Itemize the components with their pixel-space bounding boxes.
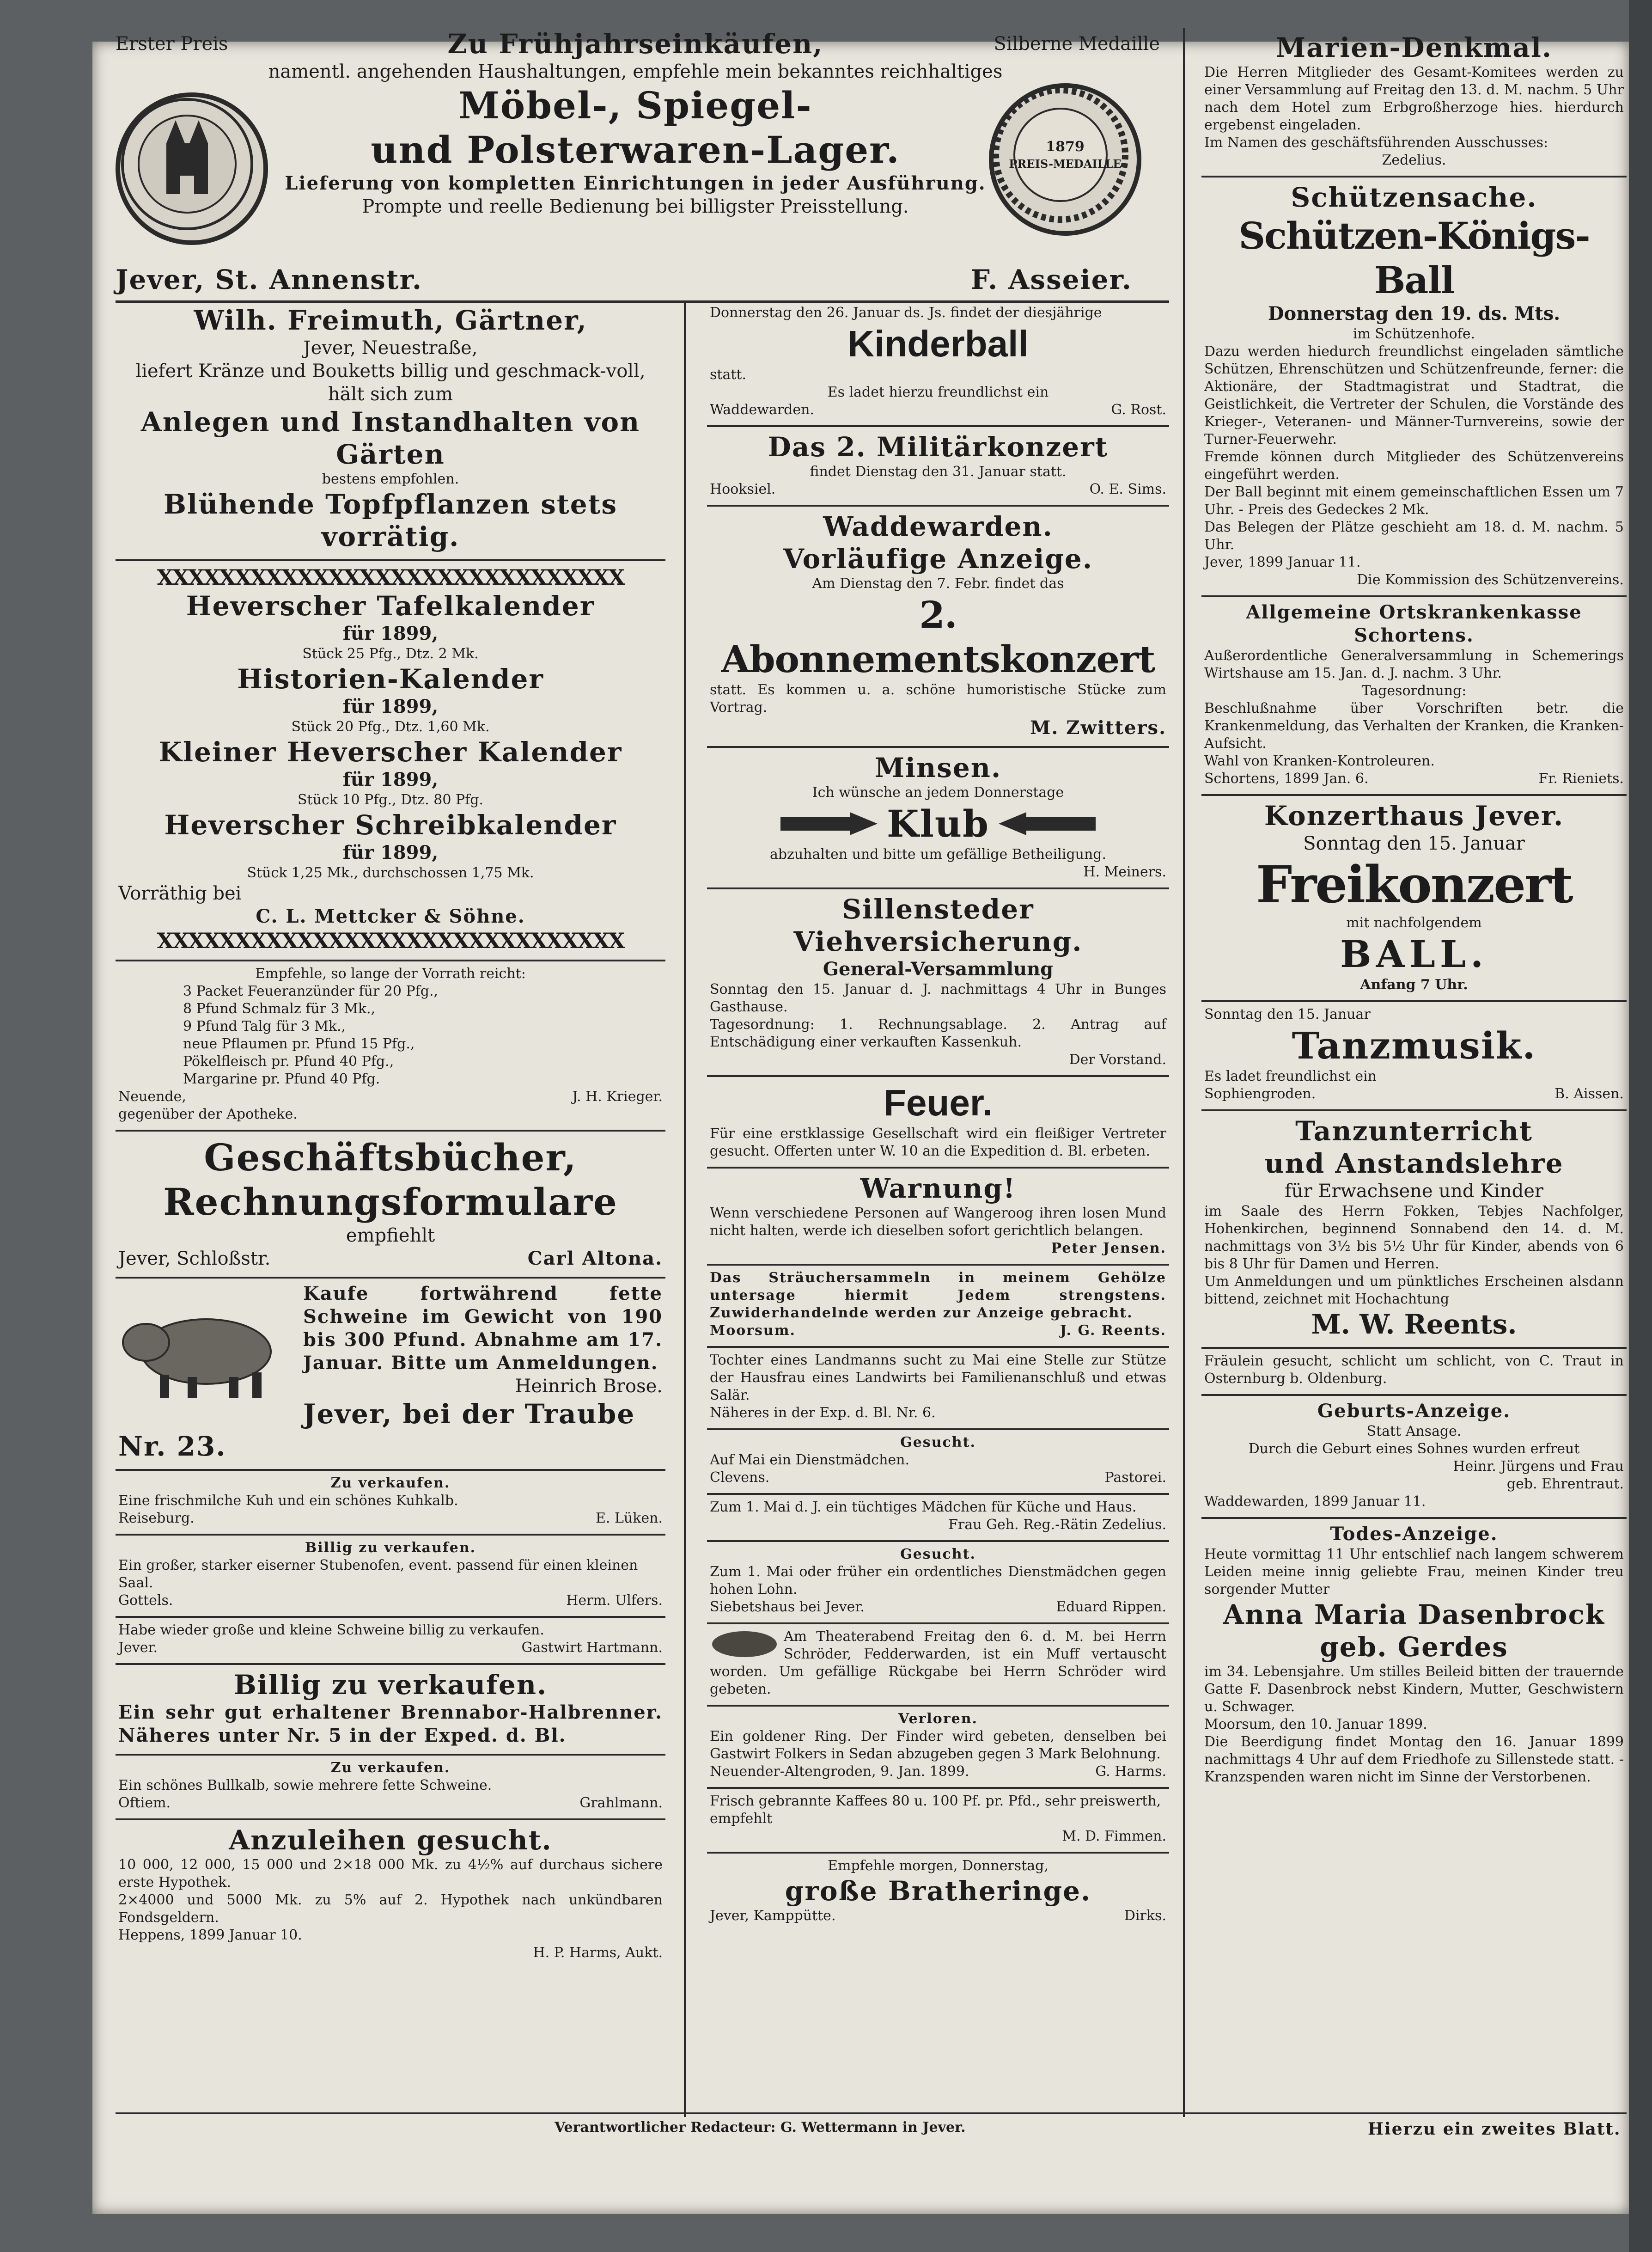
muff-text: Am Theaterabend Freitag den 6. d. M. bei Herrn Schröder, Fedderwarden, ist ein Muff vertauscht worden. Um gefällige Rückgabe bei Herrn Schröder wird gebeten. bbox=[710, 1628, 1166, 1697]
schuetzen-ad bbox=[1201, 177, 1627, 597]
tanzunterricht-sub: für Erwachsene und Kinder bbox=[1285, 1181, 1543, 1202]
medal-year: 1879 bbox=[1046, 139, 1085, 155]
krieger-item: 3 Packet Feueranzünder für 20 Pfg., bbox=[183, 983, 439, 999]
freimuth-line3: Blühende Topfpflanzen stets vorrätig. bbox=[163, 489, 618, 552]
waddewarden-text: statt. Es kommen u. a. schöne humoristische Stücke zum Vortrag. bbox=[710, 682, 1166, 716]
harms-text2: 2×4000 und 5000 Mk. zu 5% auf 2. Hypothek nach unkündbaren Fondsgeldern. bbox=[118, 1892, 663, 1926]
gesucht1-text: Auf Mai ein Dienstmädchen. bbox=[710, 1452, 910, 1468]
kalender-4-price: Stück 1,25 Mk., durchschossen 1,75 Mk. bbox=[247, 865, 534, 881]
header-subtitle: namentl. angehenden Haushaltungen, empfehle mein bekanntes reichhaltiges bbox=[268, 61, 1003, 82]
grahlmann-ad bbox=[116, 1756, 665, 1820]
krankenkasse-subtitle: Außerordentliche Generalversammlung in Schemerings Wirtshause am 15. Jan. d. J. nachm. 3 Uhr. bbox=[1204, 648, 1624, 681]
kalender-seller: C. L. Mettcker & Söhne. bbox=[256, 906, 525, 927]
header-line2: und Polsterwaren-Lager. bbox=[371, 128, 900, 171]
verloren-name: G. Harms. bbox=[1095, 1763, 1166, 1780]
krankenkasse-place: Schortens, 1899 Jan. 6. bbox=[1204, 771, 1369, 787]
schuetzen-date: Donnerstag den 19. ds. Mts. bbox=[1268, 303, 1561, 324]
editor-line: Verantwortlicher Redacteur: G. Wettermann in Jever. bbox=[555, 2119, 966, 2136]
kinderball-text: statt. bbox=[710, 367, 746, 383]
scanner-edge bbox=[1629, 0, 1652, 2252]
kinderball-invite: Es ladet hierzu freundlichst ein bbox=[827, 384, 1049, 400]
freimuth-text: liefert Kränze und Bouketts billig und geschmack-voll, hält sich zum bbox=[135, 361, 646, 405]
grahlmann-name: Grahlmann. bbox=[579, 1795, 663, 1811]
harms-name: H. P. Harms, Aukt. bbox=[533, 1945, 663, 1961]
grahlmann-place: Oftiem. bbox=[118, 1795, 171, 1811]
warnung-title: Warnung! bbox=[860, 1173, 1016, 1204]
verloren-place: Neuender-Altengroden, 9. Jan. 1899. bbox=[710, 1763, 969, 1780]
konzerthaus-ball: BALL. bbox=[1340, 932, 1488, 976]
luken-name: E. Lüken. bbox=[595, 1510, 663, 1526]
medal-right-image bbox=[989, 83, 1141, 236]
tochter-text: Tochter eines Landmanns sucht zu Mai eine Stelle zur Stütze der Hausfrau eines Landwirts bei Familienanschluß und etwas Salär. bbox=[710, 1352, 1166, 1403]
luken-ad bbox=[116, 1471, 665, 1536]
brose-ad bbox=[116, 1279, 665, 1471]
header-title: Zu Frühjahrseinkäufen, bbox=[447, 28, 823, 60]
militaer-name: O. E. Sims. bbox=[1089, 481, 1166, 497]
tod-ad bbox=[1201, 1519, 1627, 1793]
warnung-text: Wenn verschiedene Personen auf Wangeroog ihren losen Mund nicht halten, werde ich dieselben sofort gerichtlich belangen. bbox=[710, 1205, 1166, 1239]
kinderball-place: Waddewarden. bbox=[710, 402, 814, 418]
brose-text: Kaufe fortwährend fette Schweine im Gewicht von 190 bis 300 Pfund. Abnahme am 17. Januar. Bitte um Anmeldungen. bbox=[303, 1283, 663, 1374]
freimuth-ad bbox=[116, 300, 665, 561]
konzerthaus-date: Sonntag den 15. Januar bbox=[1303, 833, 1525, 854]
krieger-place2: gegenüber der Apotheke. bbox=[118, 1106, 298, 1122]
kalender-2-title: Historien-Kalender bbox=[237, 663, 544, 695]
altona-line3: empfiehlt bbox=[346, 1225, 435, 1246]
waddewarden-big: 2. Abonnementskonzert bbox=[721, 593, 1155, 681]
tanzunterricht-text2: Um Anmeldungen und um pünktliches Erscheinen alsdann bittend, zeichnet mit Hochachtung bbox=[1204, 1273, 1624, 1307]
bratheringe-title: große Bratheringe. bbox=[785, 1875, 1091, 1907]
vieh-agenda: Tagesordnung: 1. Rechnungsablage. 2. Antrag auf Entschädigung einer verkauften Kassenkuh. bbox=[710, 1016, 1166, 1050]
kalender-3-price: Stück 10 Pfg., Dtz. 80 Pfg. bbox=[298, 792, 483, 808]
fraeulein-text: Fräulein gesucht, schlicht um schlicht, von C. Traut in Osternburg b. Oldenburg. bbox=[1204, 1353, 1624, 1387]
gesucht3-ad bbox=[707, 1542, 1169, 1624]
reents-name: J. G. Reents. bbox=[1060, 1322, 1166, 1339]
kinderball-name: G. Rost. bbox=[1111, 402, 1166, 418]
krankenkasse-ad bbox=[1201, 597, 1627, 796]
bratheringe-name: Dirks. bbox=[1124, 1908, 1166, 1924]
feuer-ad bbox=[707, 1077, 1169, 1169]
freimuth-line1: Anlegen und Instandhalten von Gärten bbox=[140, 406, 640, 470]
kinderball-title: Kinderball bbox=[847, 323, 1029, 364]
schuetzen-text3: Der Ball beginnt mit einem gemeinschaftlichen Essen um 7 Uhr. - Preis des Gedeckes 2 Mk. bbox=[1204, 484, 1624, 518]
militaer-title: Das 2. Militärkonzert bbox=[768, 431, 1109, 463]
second-sheet-note: Hierzu ein zweites Blatt. bbox=[1368, 2119, 1621, 2139]
altona-place: Jever, Schloßstr. bbox=[118, 1248, 271, 1269]
krieger-item: Pökelfleisch pr. Pfund 40 Pfg., bbox=[183, 1053, 394, 1070]
altona-line1: Geschäftsbücher, bbox=[204, 1136, 577, 1179]
x-rule: XXXXXXXXXXXXXXXXXXXXXXXXXXXXXX bbox=[157, 565, 624, 590]
tanzunterricht-title: Tanzunterricht bbox=[1295, 1115, 1533, 1147]
gesucht3-text: Zum 1. Mai oder früher ein ordentliches Dienstmädchen gegen hohen Lohn. bbox=[710, 1564, 1166, 1597]
kalender-3-title: Kleiner Heverscher Kalender bbox=[158, 736, 622, 768]
fraeulein-ad bbox=[1201, 1349, 1627, 1396]
geburt-names: Heinr. Jürgens und Frau bbox=[1453, 1458, 1624, 1475]
marien-text2: Im Namen des geschäftsführenden Ausschusses: bbox=[1204, 135, 1548, 151]
verloren-text: Ein goldener Ring. Der Finder wird gebeten, denselben bei Gastwirt Folkers in Sedan abzugeben gegen 3 Mark Belohnung. bbox=[710, 1728, 1166, 1762]
medal-left-image bbox=[116, 92, 268, 245]
fimmen-ad bbox=[707, 1789, 1169, 1854]
tod-title: Todes-Anzeige. bbox=[1330, 1523, 1498, 1545]
fimmen-text: Frisch gebrannte Kaffees 80 u. 100 Pf. pr. Pfd., sehr preiswerth, empfehlt bbox=[710, 1793, 1161, 1827]
marien-ad bbox=[1201, 28, 1627, 177]
grahlmann-text: Ein schönes Bullkalb, sowie mehrere fette Schweine. bbox=[118, 1777, 492, 1793]
krankenkasse-agenda-title: Tagesordnung: bbox=[1361, 683, 1467, 699]
tod-text3: Die Beerdigung findet Montag den 16. Januar 1899 nachmittags 4 Uhr auf dem Friedhofe zu Sillenstede statt. - Kranzspenden waren nicht im Sinne der Verstorbenen. bbox=[1204, 1734, 1624, 1785]
ulfers-title: Billig zu verkaufen. bbox=[305, 1540, 476, 1556]
krieger-ad bbox=[116, 961, 665, 1132]
gesucht1-title: Gesucht. bbox=[900, 1434, 976, 1450]
feuer-title: Feuer. bbox=[884, 1082, 993, 1123]
gesucht3-title: Gesucht. bbox=[900, 1546, 976, 1562]
hartmann-place: Jever. bbox=[118, 1640, 158, 1656]
schuetzen-title: Schützensache. bbox=[1291, 182, 1537, 213]
reents-ad bbox=[707, 1266, 1169, 1348]
krieger-name: J. H. Krieger. bbox=[572, 1089, 663, 1105]
kalender-3-year: für 1899, bbox=[342, 769, 439, 790]
hartmann-name: Gastwirt Hartmann. bbox=[521, 1640, 663, 1656]
tanzmusik-name: B. Aissen. bbox=[1554, 1086, 1624, 1102]
brennabor-text: Ein sehr gut erhaltener Brennabor-Halbrenner. Näheres unter Nr. 5 in der Exped. d. Bl. bbox=[118, 1701, 663, 1746]
militaer-place: Hooksiel. bbox=[710, 481, 776, 497]
tod-text: Heute vormittag 11 Uhr entschlief nach langem schwerem Leiden meine innig geliebte Frau, meinen Kinder treu sorgender Mutter bbox=[1204, 1546, 1624, 1597]
feuer-text: Für eine erstklassige Gesellschaft wird ein fleißiger Vertreter gesucht. Offerten unter W. 10 an die Expedition d. Bl. erbeten. bbox=[710, 1126, 1166, 1159]
kalender-footer: Vorräthig bei bbox=[118, 883, 242, 904]
tod-text2: im 34. Lebensjahre. Um stilles Beileid bitten der trauernde Gatte F. Dasenbrock nebst Kindern, Mutter, Geschwistern u. Schwager. bbox=[1204, 1664, 1624, 1715]
krieger-list bbox=[118, 983, 663, 1088]
kalender-2-price: Stück 20 Pfg., Dtz. 1,60 Mk. bbox=[291, 719, 490, 735]
kinderball-intro: Donnerstag den 26. Januar ds. Js. findet der diesjährige bbox=[710, 305, 1102, 321]
krieger-item: 8 Pfund Schmalz für 3 Mk., bbox=[183, 1001, 376, 1017]
tod-place: Moorsum, den 10. Januar 1899. bbox=[1204, 1716, 1427, 1732]
krankenkasse-title: Allgemeine Ortskrankenkasse Schortens. bbox=[1246, 601, 1582, 646]
verloren-title: Verloren. bbox=[898, 1711, 978, 1727]
bottom-rule bbox=[116, 2112, 1627, 2114]
konzerthaus-big: Freikonzert bbox=[1256, 855, 1572, 914]
pig-illustration bbox=[118, 1287, 294, 1402]
vieh-text: Sonntag den 15. Januar d. J. nachmittags 4 Uhr in Bunges Gasthause. bbox=[710, 981, 1166, 1015]
header-place: Jever, St. Annenstr. bbox=[116, 264, 423, 295]
tanzmusik-place: Sophiengroden. bbox=[1204, 1086, 1316, 1102]
vieh-name: Der Vorstand. bbox=[1069, 1052, 1166, 1068]
kalender-4-title: Heverscher Schreibkalender bbox=[164, 809, 617, 841]
bratheringe-place: Jever, Kamppütte. bbox=[710, 1908, 836, 1924]
minsen-ad bbox=[707, 748, 1169, 889]
freimuth-title: Wilh. Freimuth, Gärtner, bbox=[194, 305, 587, 336]
pointing-hand-right-icon bbox=[780, 808, 878, 840]
geburt-text: Durch die Geburt eines Sohnes wurden erfreut bbox=[1248, 1441, 1580, 1457]
warnung-ad bbox=[707, 1169, 1169, 1266]
minsen-club: Klub bbox=[886, 802, 990, 845]
first-prize-caption: Erster Preis bbox=[116, 33, 228, 55]
freimuth-line2: bestens empfohlen. bbox=[322, 471, 459, 487]
krankenkasse-agenda2: Wahl von Kranken-Kontroleuren. bbox=[1204, 753, 1435, 769]
kalender-4-year: für 1899, bbox=[342, 842, 439, 863]
gesucht3-name: Eduard Rippen. bbox=[1056, 1599, 1166, 1615]
militaer-text: findet Dienstag den 31. Januar statt. bbox=[810, 464, 1067, 480]
vieh-ad bbox=[707, 889, 1169, 1077]
x-rule-2: XXXXXXXXXXXXXXXXXXXXXXXXXXXXXX bbox=[157, 928, 624, 953]
tanzmusik-title: Tanzmusik. bbox=[1292, 1024, 1536, 1067]
harms-place: Heppens, 1899 Januar 10. bbox=[118, 1927, 302, 1943]
altona-ad bbox=[116, 1132, 665, 1279]
header-line4: Prompte und reelle Bedienung bei billigster Preisstellung. bbox=[362, 196, 909, 217]
marien-name: Zedelius. bbox=[1382, 152, 1446, 168]
kalender-1-price: Stück 25 Pfg., Dtz. 2 Mk. bbox=[302, 646, 479, 662]
brose-name: Heinrich Brose. bbox=[515, 1376, 663, 1397]
kalender-2-year: für 1899, bbox=[342, 696, 439, 717]
gesucht1-ad bbox=[707, 1430, 1169, 1495]
reents-text: Das Sträuchersammeln in meinem Gehölze untersage hiermit Jedem strengstens. Zuwiderhandelnde werden zur Anzeige gebracht. bbox=[710, 1270, 1166, 1321]
gesucht1-name: Pastorei. bbox=[1104, 1469, 1166, 1486]
fimmen-name: M. D. Fimmen. bbox=[1062, 1828, 1166, 1844]
geburt-sub: Statt Ansage. bbox=[1366, 1423, 1462, 1439]
tod-name: Anna Maria Dasenbrock bbox=[1223, 1599, 1605, 1630]
header-line3: Lieferung von kompletten Einrichtungen in jeder Ausführung. bbox=[285, 172, 986, 194]
militaer-ad bbox=[707, 427, 1169, 507]
schuetzen-text: Dazu werden hiedurch freundlichst eingeladen sämtliche Schützen, Ehrenschützen und Schützenfreunde, ferner: die Aktionäre, der Stadtmagistrat und Stadtrat, die Geistlichkeit, die Vertreter der Schulen, die Vorstände des Krieger-, Veteranen- und Männer-Turnvereins, sowie der Turner-Feuerwehr. bbox=[1204, 343, 1624, 447]
waddewarden-ad bbox=[707, 507, 1169, 748]
muff-illustration bbox=[710, 1628, 779, 1660]
medal-text: PREIS-MEDAILLE bbox=[1009, 157, 1122, 171]
harms-text: 10 000, 12 000, 15 000 und 2×18 000 Mk. zu 4½% auf durchaus sichere erste Hypothek. bbox=[118, 1857, 663, 1891]
schuetzen-text2: Fremde können durch Mitglieder des Schützenvereins eingeführt werden. bbox=[1204, 449, 1624, 483]
geburt-place: Waddewarden, 1899 Januar 11. bbox=[1204, 1493, 1426, 1510]
header-name: F. Asseier. bbox=[970, 264, 1132, 295]
marien-title: Marien-Denkmal. bbox=[1275, 32, 1553, 63]
grahlmann-title: Zu verkaufen. bbox=[330, 1760, 451, 1776]
konzerthaus-ad bbox=[1201, 796, 1627, 1002]
ulfers-place: Gottels. bbox=[118, 1592, 173, 1609]
altona-name: Carl Altona. bbox=[527, 1248, 663, 1269]
brose-place: Jever, bei der Traube Nr. 23. bbox=[118, 1398, 635, 1462]
schuetzen-date2: Jever, 1899 Januar 11. bbox=[1204, 554, 1361, 570]
column-rule-1 bbox=[684, 300, 686, 2117]
harms-title: Anzuleihen gesucht. bbox=[229, 1824, 552, 1856]
hartmann-ad bbox=[116, 1618, 665, 1665]
tanzmusik-invite: Es ladet freundlichst ein bbox=[1204, 1068, 1377, 1084]
pointing-hand-left-icon bbox=[999, 808, 1096, 840]
krankenkasse-name: Fr. Rieniets. bbox=[1538, 771, 1624, 787]
gesucht2-name: Frau Geh. Reg.-Rätin Zedelius. bbox=[948, 1517, 1166, 1533]
kalender-1-year: für 1899, bbox=[342, 623, 439, 644]
warnung-name: Peter Jensen. bbox=[1051, 1240, 1166, 1256]
tanzunterricht-name: M. W. Reents. bbox=[1311, 1309, 1517, 1340]
column-rule-2 bbox=[1183, 28, 1185, 2117]
geburt-title: Geburts-Anzeige. bbox=[1317, 1400, 1511, 1422]
krankenkasse-agenda: Beschlußnahme über Vorschriften betr. die Krankenmeldung, das Verhalten der Kranken, die Kranken-Aufsicht. bbox=[1204, 700, 1624, 752]
brennabor-title: Billig zu verkaufen. bbox=[233, 1669, 548, 1701]
column-1 bbox=[116, 300, 665, 1968]
konzerthaus-time: Anfang 7 Uhr. bbox=[1360, 977, 1468, 993]
geburt-names2: geb. Ehrentraut. bbox=[1506, 1476, 1624, 1492]
gesucht1-place: Clevens. bbox=[710, 1469, 770, 1486]
hartmann-text: Habe wieder große und kleine Schweine billig zu verkaufen. bbox=[118, 1622, 544, 1638]
tod-name2: geb. Gerdes bbox=[1320, 1631, 1508, 1663]
minsen-title: Minsen. bbox=[874, 752, 1002, 783]
luken-text: Eine frischmilche Kuh und ein schönes Kuhkalb. bbox=[118, 1493, 458, 1509]
minsen-text: abzuhalten und bitte um gefällige Betheiligung. bbox=[769, 846, 1107, 863]
ulfers-ad bbox=[116, 1536, 665, 1618]
tanzunterricht-title2: und Anstandslehre bbox=[1264, 1148, 1564, 1179]
bratheringe-ad bbox=[707, 1854, 1169, 1931]
header-line1: Möbel-, Spiegel- bbox=[458, 84, 812, 127]
kalender-1-title: Heverscher Tafelkalender bbox=[186, 590, 595, 622]
freimuth-address: Jever, Neuestraße, bbox=[303, 337, 478, 359]
furniture-advertisement bbox=[116, 28, 1169, 303]
tanzunterricht-text: im Saale des Herrn Fokken, Tebjes Nachfolger, Hohenkirchen, beginnend Sonnabend den 14. d. M. nachmittags von 3½ bis 5½ Uhr für Kinder, abends von 6 bis 8 Uhr für Damen und Herren. bbox=[1204, 1203, 1624, 1272]
gesucht3-place: Siebetshaus bei Jever. bbox=[710, 1599, 865, 1615]
tochter-text2: Näheres in der Exp. d. Bl. Nr. 6. bbox=[710, 1405, 936, 1421]
kalender-ad bbox=[116, 561, 665, 961]
ulfers-text: Ein großer, starker eiserner Stubenofen, event. passend für einen kleinen Saal. bbox=[118, 1557, 638, 1591]
muff-ad bbox=[707, 1624, 1169, 1707]
schuetzen-big: Schützen-Königs-Ball bbox=[1238, 214, 1590, 302]
waddewarden-name: M. Zwitters. bbox=[1030, 717, 1166, 739]
tochter-ad bbox=[707, 1348, 1169, 1430]
gesucht2-text: Zum 1. Mai d. J. ein tüchtiges Mädchen für Küche und Haus. bbox=[710, 1499, 1137, 1515]
konzerthaus-sub: mit nachfolgendem bbox=[1346, 915, 1482, 931]
verloren-ad bbox=[707, 1707, 1169, 1789]
geburt-ad bbox=[1201, 1396, 1627, 1519]
konzerthaus-title: Konzerthaus Jever. bbox=[1264, 800, 1564, 832]
krieger-item: 9 Pfund Talg für 3 Mk., bbox=[183, 1018, 346, 1034]
waddewarden-subtitle: Vorläufige Anzeige. bbox=[783, 543, 1093, 575]
krieger-item: Margarine pr. Pfund 40 Pfg. bbox=[183, 1071, 380, 1087]
schuetzen-name: Die Kommission des Schützenvereins. bbox=[1357, 572, 1624, 588]
column-2 bbox=[707, 300, 1169, 1931]
gesucht2-ad bbox=[707, 1495, 1169, 1542]
schuetzen-text4: Das Belegen der Plätze geschieht am 18. d. M. nachm. 5 Uhr. bbox=[1204, 519, 1624, 553]
waddewarden-intro: Am Dienstag den 7. Febr. findet das bbox=[812, 575, 1064, 592]
ulfers-name: Herm. Ulfers. bbox=[566, 1592, 663, 1609]
harms-ad bbox=[116, 1820, 665, 1968]
krieger-place: Neuende, bbox=[118, 1089, 186, 1105]
minsen-intro: Ich wünsche an jedem Donnerstage bbox=[812, 784, 1064, 801]
tanzmusik-date: Sonntag den 15. Januar bbox=[1204, 1006, 1371, 1022]
kinderball-ad bbox=[707, 300, 1169, 427]
waddewarden-title: Waddewarden. bbox=[823, 511, 1053, 542]
minsen-name: H. Meiners. bbox=[1083, 864, 1166, 880]
brennabor-ad bbox=[116, 1665, 665, 1756]
tanzunterricht-ad bbox=[1201, 1111, 1627, 1349]
altona-line2: Rechnungsformulare bbox=[163, 1180, 618, 1224]
column-3 bbox=[1201, 28, 1627, 1793]
krieger-intro: Empfehle, so lange der Vorrath reicht: bbox=[255, 966, 526, 982]
reents-place: Moorsum. bbox=[710, 1322, 796, 1339]
bratheringe-intro: Empfehle morgen, Donnerstag, bbox=[828, 1858, 1049, 1874]
krieger-item: neue Pflaumen pr. Pfund 15 Pfg., bbox=[183, 1036, 415, 1052]
vieh-subtitle: General-Versammlung bbox=[823, 958, 1054, 980]
luken-title: Zu verkaufen. bbox=[330, 1475, 451, 1491]
marien-text: Die Herren Mitglieder des Gesamt-Komitees werden zu einer Versammlung auf Freitag den 13. d. M. nachm. 5 Uhr nach dem Hotel zum Erbgroßherzoge hies. hierdurch ergebenst eingeladen. bbox=[1204, 64, 1624, 133]
vieh-title: Sillensteder Viehversicherung. bbox=[793, 893, 1083, 957]
luken-place: Reiseburg. bbox=[118, 1510, 195, 1526]
tanzmusik-ad bbox=[1201, 1002, 1627, 1111]
schuetzen-place: im Schützenhofe. bbox=[1353, 326, 1475, 342]
silver-medal-caption: Silberne Medaille bbox=[994, 33, 1160, 55]
